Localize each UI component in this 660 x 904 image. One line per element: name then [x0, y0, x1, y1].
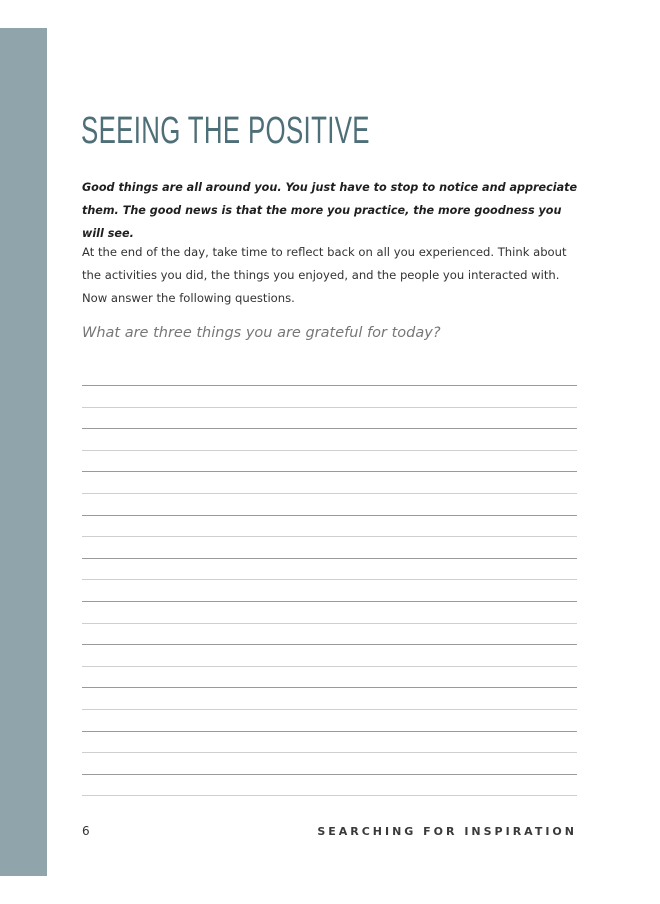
writing-line[interactable] [82, 558, 577, 559]
writing-line[interactable] [82, 493, 577, 494]
instructions-paragraph: At the end of the day, take time to reflect back on all you experienced. Think about the activities you did, the things you enjoyed, and the people you interacted with. Now answer the following questions. [82, 245, 567, 305]
writing-line[interactable] [82, 579, 577, 580]
page-title: SEEING THE POSITIVE [81, 110, 370, 152]
writing-line[interactable] [82, 752, 577, 753]
writing-line[interactable] [82, 774, 577, 775]
writing-line[interactable] [82, 644, 577, 645]
writing-line[interactable] [82, 471, 577, 472]
journal-question: What are three things you are grateful for today? [82, 325, 441, 341]
writing-line[interactable] [82, 601, 577, 602]
writing-line[interactable] [82, 687, 577, 688]
running-footer-title: SEARCHING FOR INSPIRATION [317, 825, 577, 838]
writing-line[interactable] [82, 536, 577, 537]
writing-line[interactable] [82, 515, 577, 516]
writing-line[interactable] [82, 709, 577, 710]
writing-line[interactable] [82, 385, 577, 386]
page-number: 6 [82, 824, 90, 838]
writing-line[interactable] [82, 731, 577, 732]
writing-line[interactable] [82, 450, 577, 451]
writing-line[interactable] [82, 407, 577, 408]
writing-line[interactable] [82, 795, 577, 796]
side-color-bar [0, 28, 47, 876]
writing-line[interactable] [82, 428, 577, 429]
writing-line[interactable] [82, 666, 577, 667]
intro-paragraph: Good things are all around you. You just have to stop to notice and appreciate them. The good news is that the more you practice, the more goodness you will see. [82, 181, 578, 240]
writing-line[interactable] [82, 623, 577, 624]
